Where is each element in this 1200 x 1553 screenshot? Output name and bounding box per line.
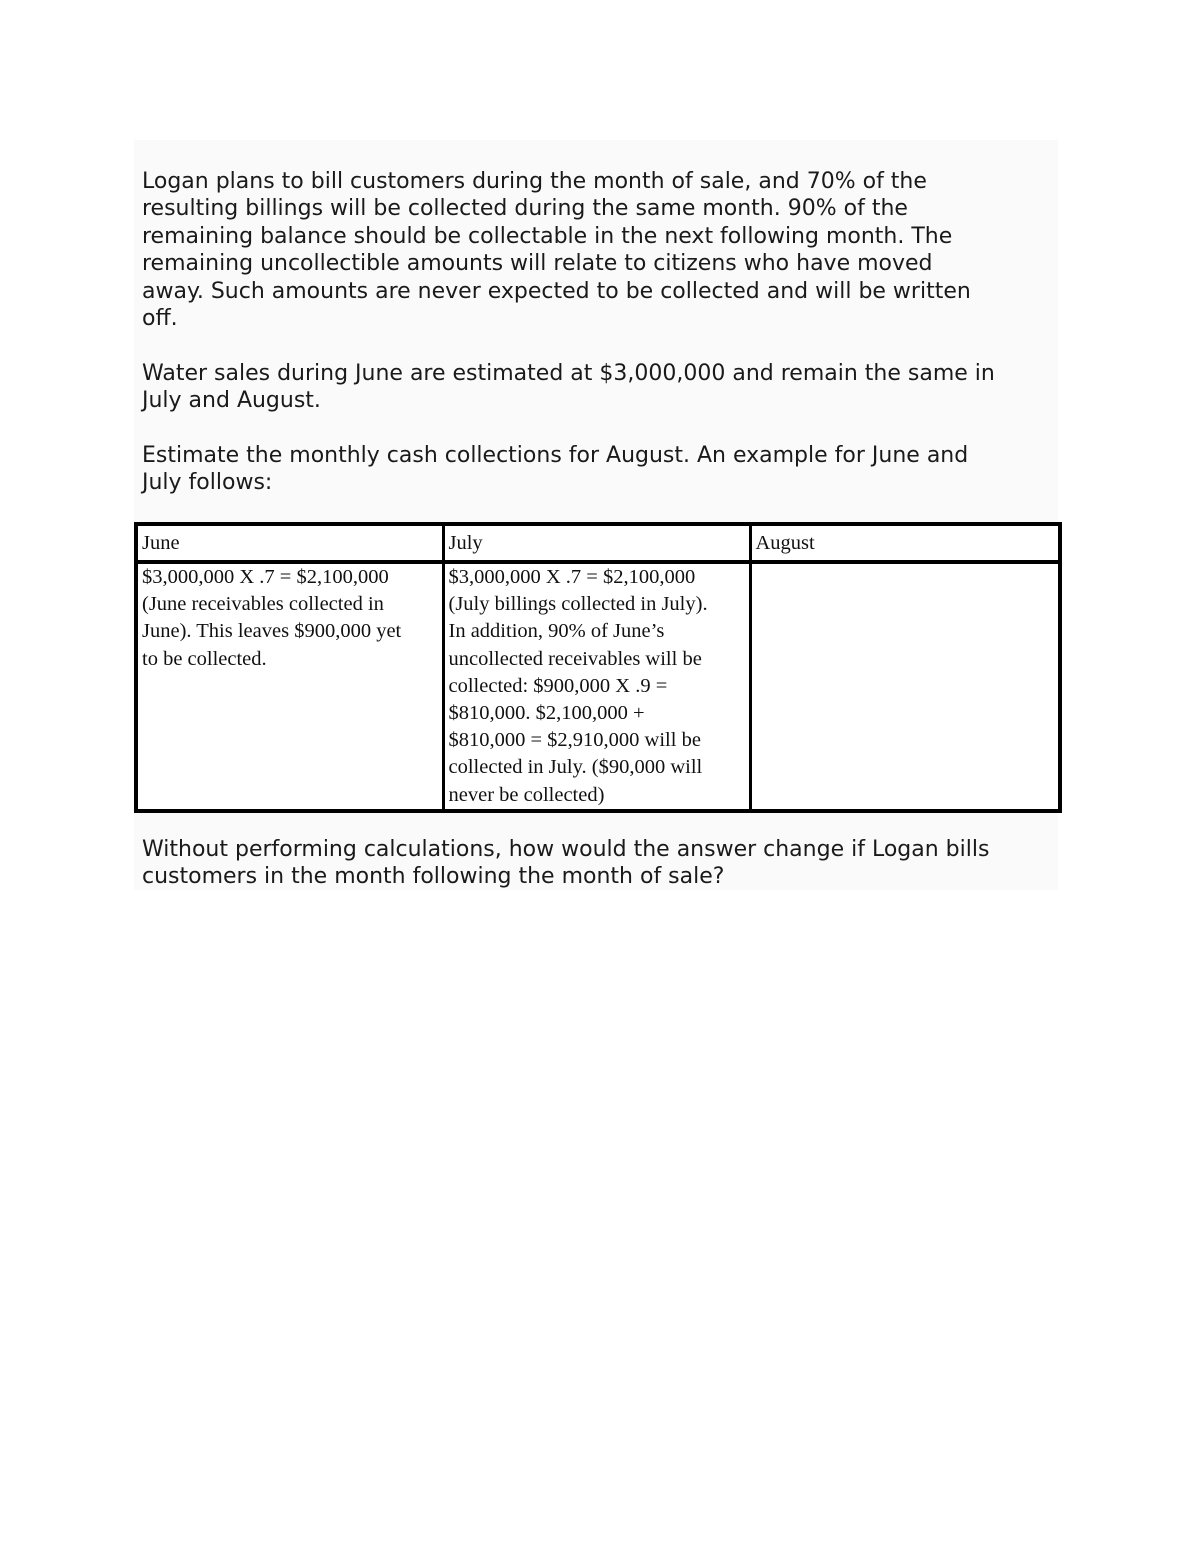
cell-line: June). This leaves $900,000 yet: [142, 620, 402, 643]
text-line: resulting billings will be collected during the same month. 90% of the: [142, 196, 908, 222]
cell-july: [443, 562, 750, 811]
text-line: remaining uncollectible amounts will relate to citizens who have moved: [142, 251, 933, 277]
text-line: customers in the month following the month of sale?: [142, 864, 725, 890]
text-line: July follows:: [142, 470, 273, 496]
water-sales-paragraph: [142, 360, 995, 415]
text-line: off.: [142, 306, 178, 332]
cell-line: (July billings collected in July).: [448, 593, 708, 616]
cell-line: $810,000. $2,100,000 +: [448, 702, 645, 725]
header-june: June: [136, 524, 443, 562]
cell-june: [136, 562, 443, 811]
cell-line: to be collected.: [142, 647, 267, 670]
cell-line: never be collected): [448, 783, 605, 806]
table-row: [136, 562, 1060, 811]
text-line: away. Such amounts are never expected to be collected and will be written: [142, 278, 971, 304]
cell-line: collected: $900,000 X .9 =: [448, 674, 668, 697]
header-july: July: [443, 524, 750, 562]
cell-line: collected in July. ($90,000 will: [448, 756, 703, 779]
header-august: August: [750, 524, 1060, 562]
table-header-row: [136, 524, 1060, 562]
text-line: Without performing calculations, how would the answer change if Logan bills: [142, 837, 990, 862]
cell-line: $3,000,000 X .7 = $2,100,000: [142, 566, 389, 588]
cell-line: $810,000 = $2,910,000 will be: [448, 729, 701, 752]
instruction-paragraph: [142, 442, 968, 497]
cell-august: [750, 562, 1060, 811]
cell-line: (June receivables collected in: [142, 593, 384, 616]
text-line: Estimate the monthly cash collections for August. An example for June and: [142, 443, 969, 468]
text-line: July and August.: [142, 388, 321, 414]
billing-policy-paragraph: [142, 168, 971, 332]
text-line: Logan plans to bill customers during the month of sale, and 70% of the: [142, 169, 927, 194]
cell-line: uncollected receivables will be: [448, 647, 702, 670]
cash-collections-table: [134, 522, 1062, 813]
text-line: Water sales during June are estimated at $3,000,000 and remain the same in: [142, 361, 995, 386]
text-line: remaining balance should be collectable in the next following month. The: [142, 223, 953, 249]
cell-line: In addition, 90% of June’s: [448, 620, 665, 643]
cell-line: $3,000,000 X .7 = $2,100,000: [448, 566, 696, 588]
question-paragraph: [142, 836, 989, 891]
